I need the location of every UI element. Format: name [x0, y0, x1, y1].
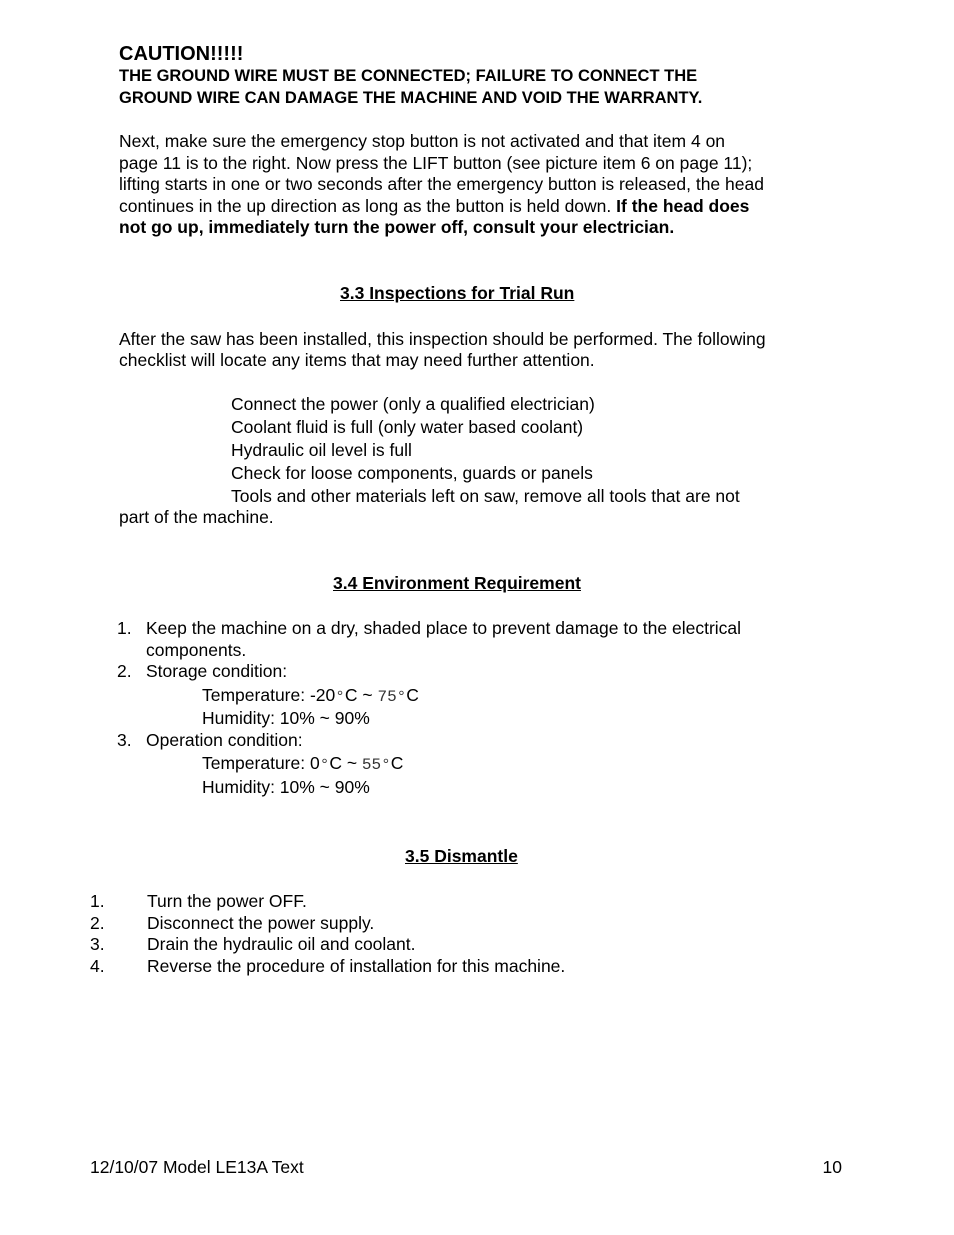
intro-line-5: not go up, immediately turn the power off, consult your electrician.	[119, 217, 675, 237]
footer-page-number: 10	[822, 1157, 842, 1177]
env-item-1-number: 1.	[117, 618, 132, 638]
storage-temp-unit: C	[406, 685, 419, 705]
dismantle-step-number: 3.	[90, 934, 105, 954]
section-3-4-title: 3.4 Environment Requirement	[333, 573, 581, 593]
env-item-1-line-2: components.	[146, 640, 247, 660]
degree-symbol: °	[381, 756, 391, 774]
section-3-3-paragraph-line-1: After the saw has been installed, this inspection should be performed. The following	[119, 329, 766, 349]
intro-line-2: page 11 is to the right. Now press the LIFT button (see picture item 6 on page 11);	[119, 153, 753, 173]
section-3-5-title: 3.5 Dismantle	[405, 846, 518, 866]
checklist-item: Check for loose components, guards or panels	[231, 463, 593, 483]
intro-line-4-normal: continues in the up direction as long as the button is held down.	[119, 196, 612, 216]
checklist-item: Hydraulic oil level is full	[231, 440, 412, 460]
caution-line-2: GROUND WIRE CAN DAMAGE THE MACHINE AND VOID THE WARRANTY.	[119, 89, 703, 107]
degree-symbol: °	[319, 756, 330, 774]
env-item-2-label: Storage condition:	[146, 661, 288, 681]
caution-line-1: THE GROUND WIRE MUST BE CONNECTED; FAILURE TO CONNECT THE	[119, 67, 698, 85]
dismantle-step-number: 1.	[90, 891, 105, 911]
checklist-item: Tools and other materials left on saw, remove all tools that are not	[231, 486, 740, 506]
checklist-item-wrap: part of the machine.	[119, 507, 274, 527]
dismantle-step-text: Reverse the procedure of installation for this machine.	[147, 956, 566, 976]
checklist-item: Coolant fluid is full (only water based coolant)	[231, 417, 584, 437]
storage-humidity: Humidity: 10% ~ 90%	[202, 708, 370, 728]
dismantle-step-number: 2.	[90, 913, 105, 933]
storage-temp-mid: C ~	[344, 685, 378, 705]
op-temp-value: 55	[361, 756, 382, 774]
intro-line-3: lifting starts in one or two seconds after the emergency button is released, the head	[119, 174, 764, 194]
env-item-2-number: 2.	[117, 661, 132, 681]
degree-symbol: °	[335, 688, 345, 706]
section-3-3-paragraph-line-2: checklist will locate any items that may need further attention.	[119, 350, 595, 370]
op-temp-prefix: Temperature: 0	[202, 753, 320, 773]
degree-symbol: °	[396, 688, 407, 706]
op-temp-unit: C	[390, 753, 404, 773]
storage-temp-value: 75	[377, 688, 397, 706]
intro-line-4-bold: If the head does	[616, 196, 750, 216]
env-item-3-label: Operation condition:	[146, 730, 303, 750]
footer-document-info: 12/10/07 Model LE13A Text	[90, 1157, 304, 1177]
operation-temperature	[202, 753, 403, 777]
dismantle-step-text: Turn the power OFF.	[147, 891, 307, 911]
section-3-3-title: 3.3 Inspections for Trial Run	[340, 283, 575, 303]
checklist-item: Connect the power (only a qualified electrician)	[231, 394, 595, 414]
dismantle-step-text: Disconnect the power supply.	[147, 913, 375, 933]
env-item-3-number: 3.	[117, 730, 132, 750]
caution-heading: CAUTION!!!!!	[119, 43, 244, 65]
storage-temperature	[202, 685, 419, 709]
operation-humidity: Humidity: 10% ~ 90%	[202, 777, 370, 797]
storage-temp-prefix: Temperature: -20	[202, 685, 336, 705]
dismantle-step-text: Drain the hydraulic oil and coolant.	[147, 934, 416, 954]
op-temp-mid: C ~	[329, 753, 362, 773]
intro-line-1: Next, make sure the emergency stop button is not activated and that item 4 on	[119, 131, 726, 151]
intro-line-4	[119, 196, 749, 218]
dismantle-step-number: 4.	[90, 956, 105, 976]
env-item-1-line-1: Keep the machine on a dry, shaded place to prevent damage to the electrical	[146, 618, 742, 638]
